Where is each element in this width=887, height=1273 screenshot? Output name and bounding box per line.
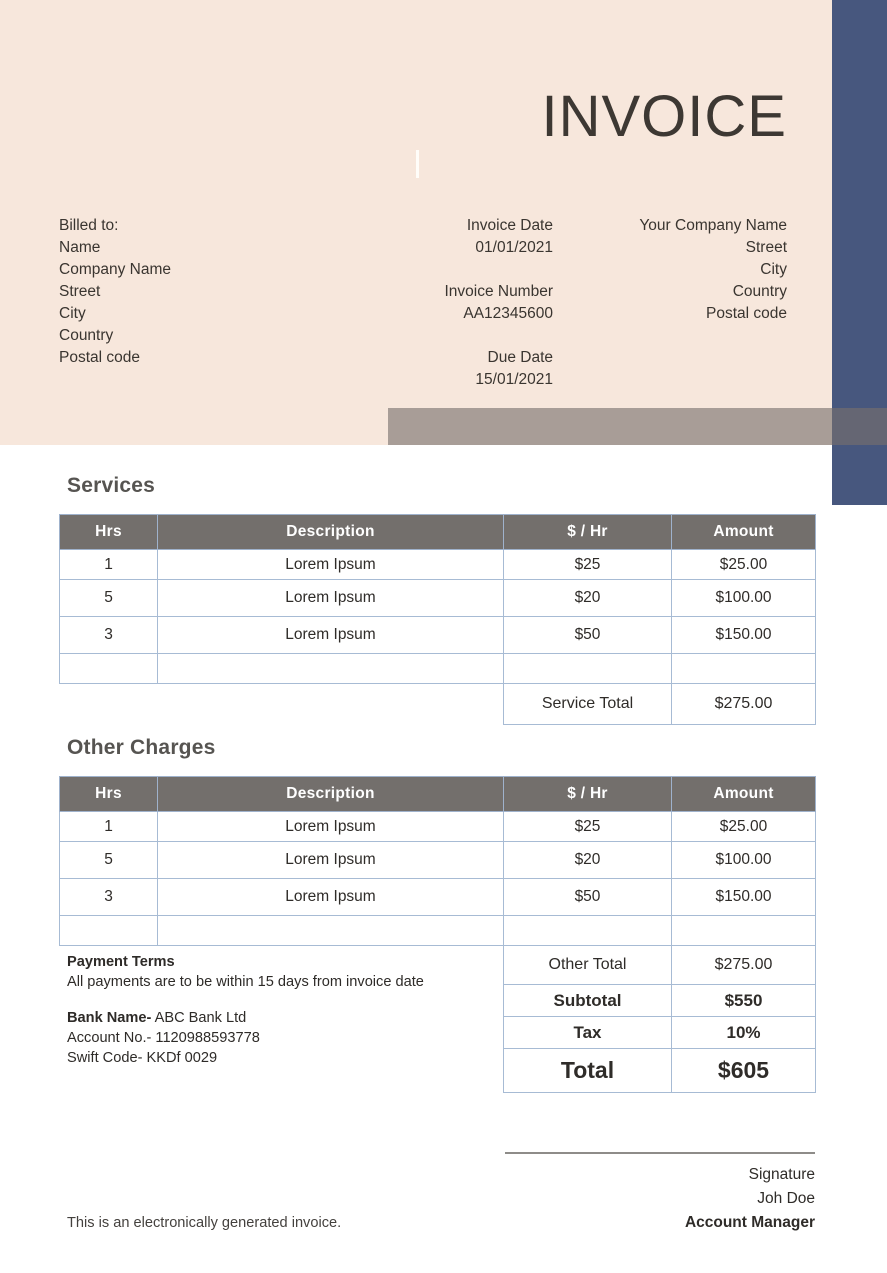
other-col-amount: Amount xyxy=(672,777,816,812)
other-total-row xyxy=(504,946,816,985)
company-postal-code: Postal code xyxy=(706,305,787,322)
cell-rate: $25 xyxy=(504,812,672,842)
billed-to-label: Billed to: xyxy=(59,217,119,234)
cell-description: Lorem Ipsum xyxy=(158,812,504,842)
totals-table xyxy=(503,945,816,1093)
tax-label: Tax xyxy=(504,1017,672,1049)
other-charges-table-header-row xyxy=(60,777,816,812)
footer-note: This is an electronically generated invoice. xyxy=(67,1215,342,1231)
company-street: Street xyxy=(745,239,787,256)
billed-to-street: Street xyxy=(59,283,101,300)
payment-terms-body: All payments are to be within 15 days from invoice date xyxy=(67,974,424,990)
signature-block xyxy=(505,1163,815,1235)
payment-terms-heading: Payment Terms xyxy=(67,954,175,970)
table-row xyxy=(60,879,816,916)
table-row xyxy=(60,916,816,946)
invoice-meta-block xyxy=(360,215,553,391)
meta-spacer-1 xyxy=(360,259,553,281)
spacer-cell xyxy=(60,684,158,725)
service-total-value: $275.00 xyxy=(672,684,816,725)
cell-description: Lorem Ipsum xyxy=(158,580,504,617)
cell-hrs xyxy=(60,916,158,946)
payment-terms-block xyxy=(67,952,477,1068)
other-col-hrs: Hrs xyxy=(60,777,158,812)
cell-hrs: 3 xyxy=(60,617,158,654)
bank-account-number: Account No.- 1120988593778 xyxy=(67,1030,260,1046)
services-col-description: Description xyxy=(158,515,504,550)
service-total-label: Service Total xyxy=(504,684,672,725)
other-col-description: Description xyxy=(158,777,504,812)
grand-total-row xyxy=(504,1049,816,1093)
cell-rate: $20 xyxy=(504,580,672,617)
table-row xyxy=(60,842,816,879)
cell-amount xyxy=(672,916,816,946)
signature-role: Account Manager xyxy=(684,1214,815,1231)
invoice-date-value: 01/01/2021 xyxy=(475,239,553,256)
cell-amount: $150.00 xyxy=(672,879,816,916)
services-table-header-row xyxy=(60,515,816,550)
table-row xyxy=(60,654,816,684)
cell-amount: $100.00 xyxy=(672,842,816,879)
cell-description xyxy=(158,654,504,684)
billed-to-company: Company Name xyxy=(59,261,171,278)
cell-description: Lorem Ipsum xyxy=(158,879,504,916)
cell-hrs: 5 xyxy=(60,580,158,617)
cell-amount: $150.00 xyxy=(672,617,816,654)
services-col-amount: Amount xyxy=(672,515,816,550)
other-charges-table xyxy=(59,776,816,946)
cell-amount xyxy=(672,654,816,684)
services-table xyxy=(59,514,816,725)
other-total-value: $275.00 xyxy=(672,946,816,985)
bank-name-label: Bank Name- xyxy=(67,1010,152,1026)
table-row xyxy=(60,812,816,842)
cell-amount: $25.00 xyxy=(672,550,816,580)
cell-description: Lorem Ipsum xyxy=(158,842,504,879)
cell-hrs: 1 xyxy=(60,550,158,580)
table-row xyxy=(60,550,816,580)
services-col-hrs: Hrs xyxy=(60,515,158,550)
services-total-row xyxy=(60,684,816,725)
cell-amount: $25.00 xyxy=(672,812,816,842)
bank-swift-code: Swift Code- KKDf 0029 xyxy=(67,1050,218,1066)
signature-divider xyxy=(505,1152,815,1154)
subtotal-value: $550 xyxy=(672,985,816,1017)
subtotal-row xyxy=(504,985,816,1017)
white-tick-mark xyxy=(416,150,419,178)
due-date-label: Due Date xyxy=(487,349,553,366)
billed-to-country: Country xyxy=(59,327,114,344)
services-col-rate: $ / Hr xyxy=(504,515,672,550)
bank-name-value: ABC Bank Ltd xyxy=(154,1010,247,1026)
cell-rate: $20 xyxy=(504,842,672,879)
invoice-number-value: AA12345600 xyxy=(463,305,553,322)
cell-description: Lorem Ipsum xyxy=(158,617,504,654)
signature-name: Joh Doe xyxy=(757,1190,815,1207)
subtotal-label: Subtotal xyxy=(504,985,672,1017)
billed-to-block xyxy=(59,215,171,369)
company-country: Country xyxy=(732,283,787,300)
other-total-label: Other Total xyxy=(504,946,672,985)
other-col-rate: $ / Hr xyxy=(504,777,672,812)
cell-description: Lorem Ipsum xyxy=(158,550,504,580)
tax-row xyxy=(504,1017,816,1049)
billed-to-name: Name xyxy=(59,239,101,256)
other-charges-section-heading: Other Charges xyxy=(67,736,216,759)
invoice-number-label: Invoice Number xyxy=(444,283,553,300)
cell-rate xyxy=(504,916,672,946)
meta-spacer-2 xyxy=(360,325,553,347)
cell-rate xyxy=(504,654,672,684)
spacer-cell xyxy=(158,684,504,725)
cell-rate: $25 xyxy=(504,550,672,580)
billed-to-city: City xyxy=(59,305,86,322)
company-address-block xyxy=(600,215,787,325)
tax-value: 10% xyxy=(672,1017,816,1049)
cell-rate: $50 xyxy=(504,879,672,916)
grand-total-label: Total xyxy=(504,1049,672,1093)
cell-rate: $50 xyxy=(504,617,672,654)
invoice-date-label: Invoice Date xyxy=(466,217,553,234)
page-title: INVOICE xyxy=(541,84,787,149)
cell-amount: $100.00 xyxy=(672,580,816,617)
due-date-value: 15/01/2021 xyxy=(475,371,553,388)
cell-hrs xyxy=(60,654,158,684)
cell-hrs: 1 xyxy=(60,812,158,842)
table-row xyxy=(60,617,816,654)
signature-label: Signature xyxy=(748,1166,815,1183)
bank-name-row xyxy=(67,1008,477,1028)
cell-hrs: 5 xyxy=(60,842,158,879)
gray-accent-bar xyxy=(388,408,887,445)
company-name: Your Company Name xyxy=(639,217,787,234)
table-row xyxy=(60,580,816,617)
billed-to-postal-code: Postal code xyxy=(59,349,140,366)
cell-hrs: 3 xyxy=(60,879,158,916)
cell-description xyxy=(158,916,504,946)
company-city: City xyxy=(760,261,787,278)
services-section-heading: Services xyxy=(67,474,156,497)
grand-total-value: $605 xyxy=(672,1049,816,1093)
payment-terms-spacer xyxy=(67,992,477,1008)
